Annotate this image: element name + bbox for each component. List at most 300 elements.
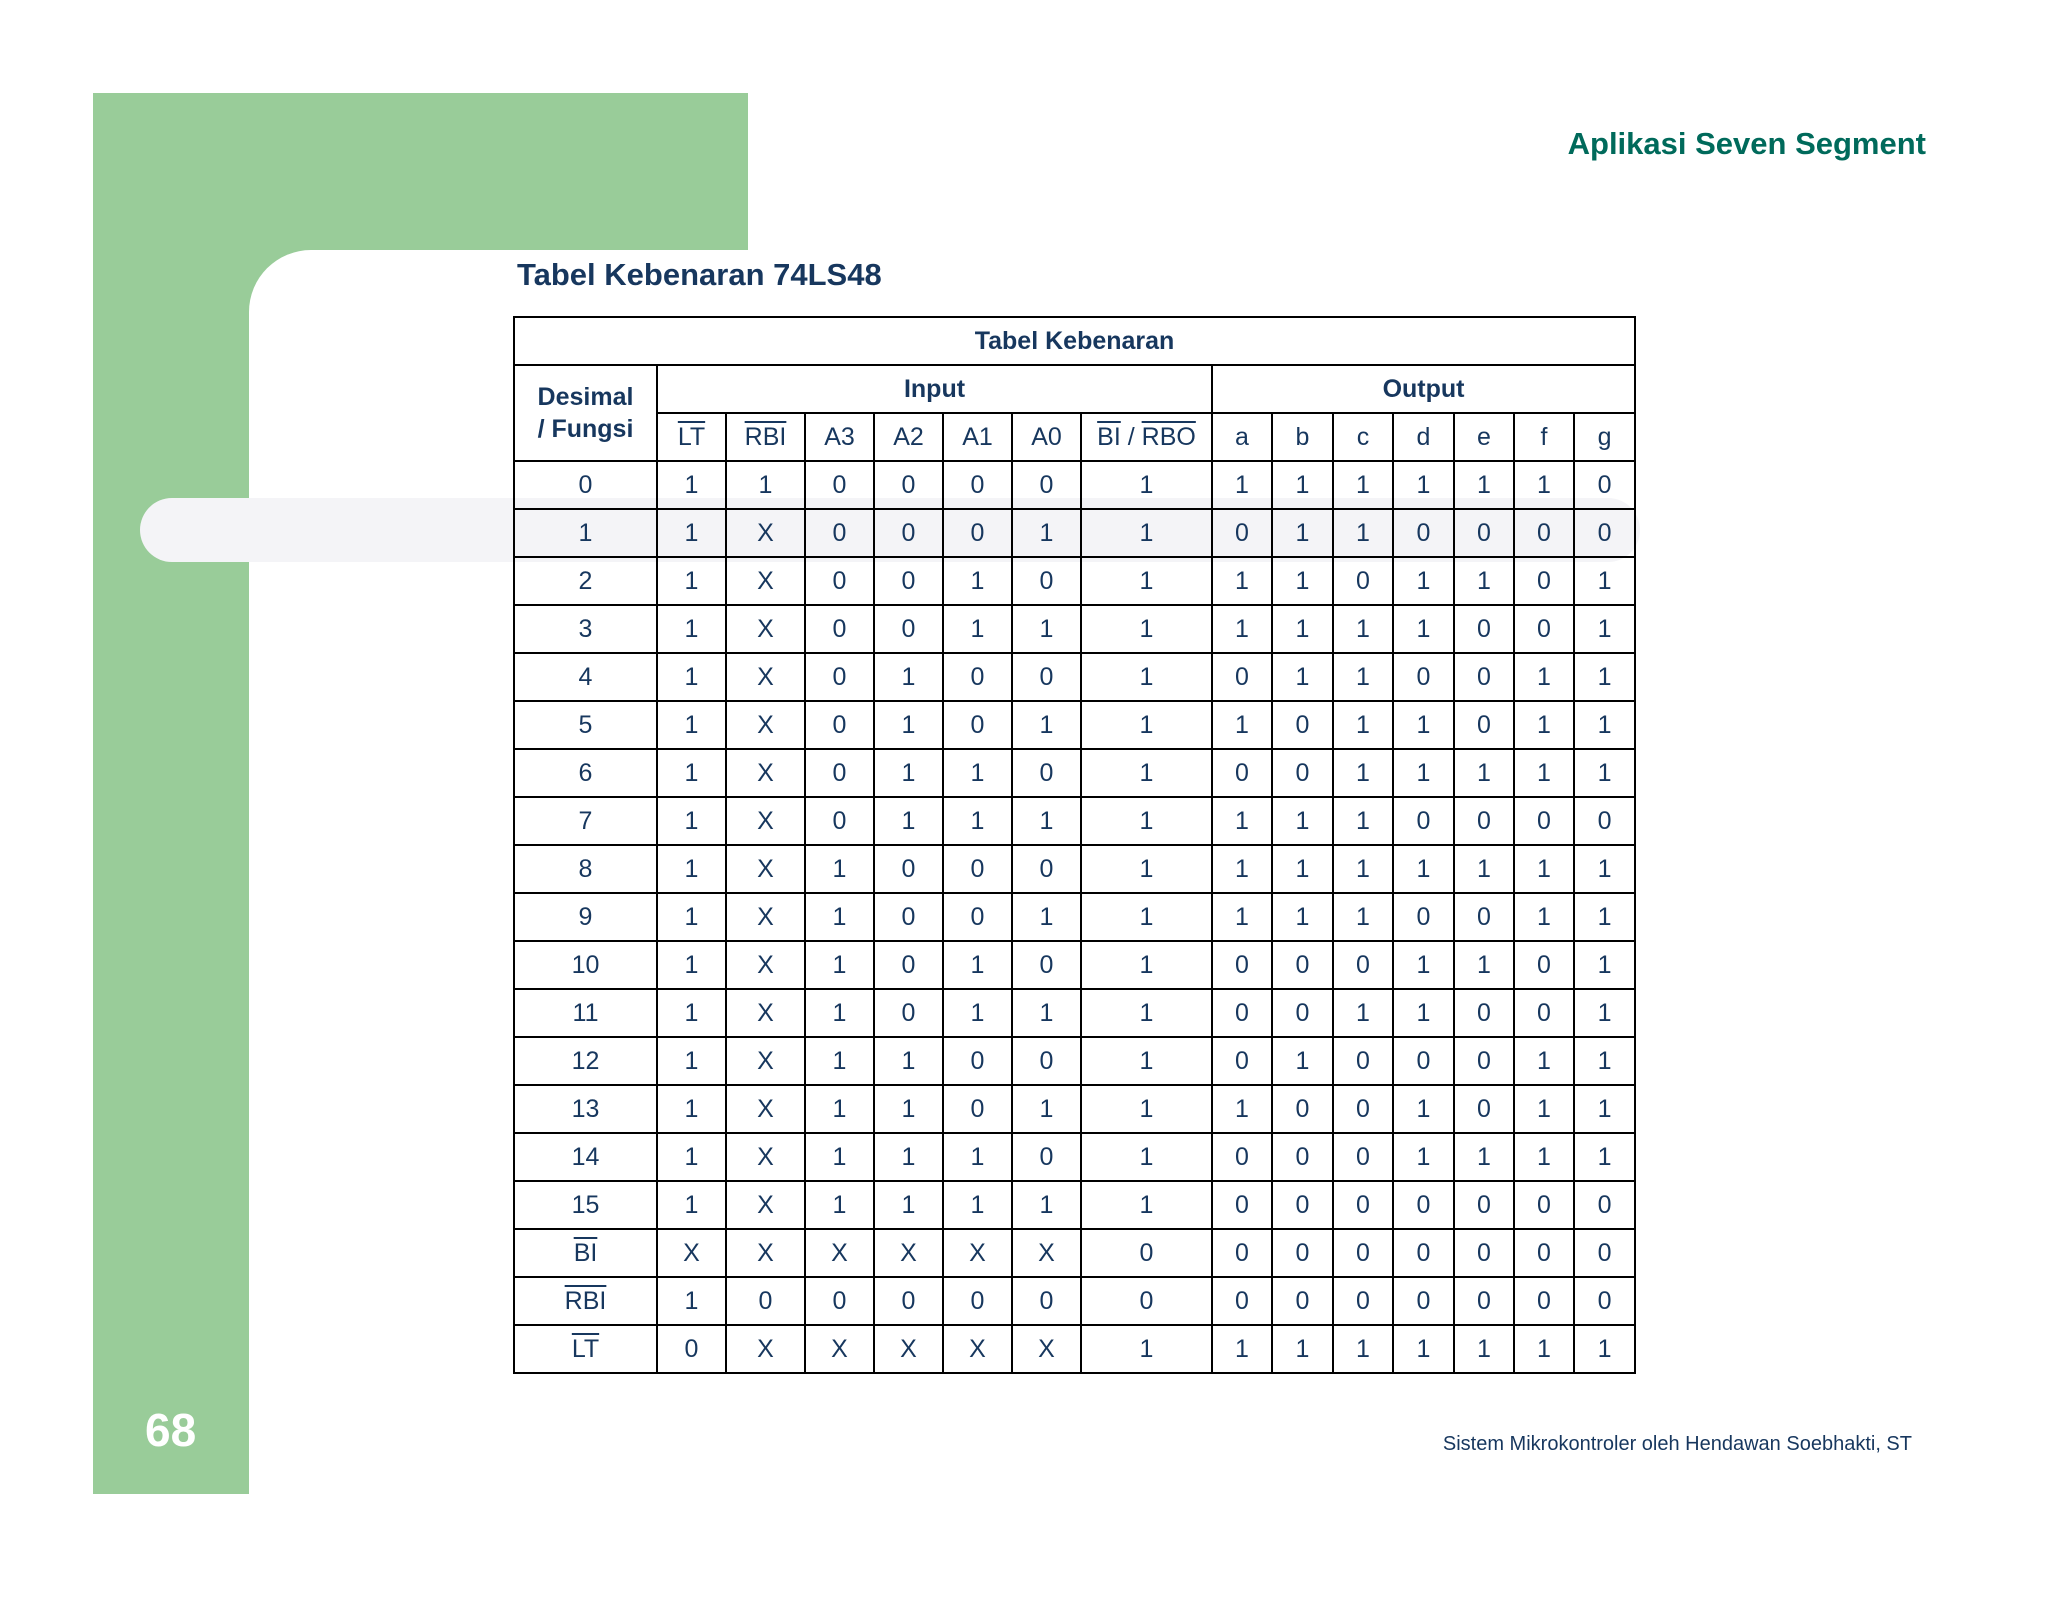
table-cell: 1 (1212, 557, 1272, 605)
column-header-row (514, 413, 1635, 461)
table-cell: 0 (943, 1037, 1012, 1085)
table-cell: 1 (1574, 1037, 1635, 1085)
truth-table-body (514, 461, 1635, 1373)
table-cell: 1 (805, 1181, 874, 1229)
table-cell: 1 (805, 845, 874, 893)
table-cell: 0 (1454, 1037, 1514, 1085)
table-cell: X (726, 557, 805, 605)
table-cell: 1 (657, 1085, 726, 1133)
table-cell: 1 (1333, 461, 1393, 509)
table-cell: 1 (1514, 845, 1574, 893)
table-cell: 0 (1212, 989, 1272, 1037)
col-header-d: d (1393, 413, 1454, 461)
table-cell: 1 (1081, 605, 1212, 653)
table-cell: 1 (1081, 941, 1212, 989)
table-cell: 0 (1333, 557, 1393, 605)
table-cell: 1 (1333, 1325, 1393, 1373)
table-cell: 0 (1574, 797, 1635, 845)
table-cell: 1 (1393, 1133, 1454, 1181)
table-cell: X (726, 1133, 805, 1181)
table-cell: 0 (1393, 797, 1454, 845)
col-header-a3: A3 (805, 413, 874, 461)
table-cell: 1 (657, 653, 726, 701)
table-cell: 0 (1574, 1229, 1635, 1277)
table-row (514, 701, 1635, 749)
table-cell: 1 (657, 557, 726, 605)
table-cell: 1 (657, 1133, 726, 1181)
slide-subtitle: Tabel Kebenaran 74LS48 (517, 257, 882, 292)
table-cell: X (943, 1229, 1012, 1277)
table-cell: X (657, 1229, 726, 1277)
table-cell: 1 (1012, 605, 1081, 653)
table-cell: 0 (1212, 653, 1272, 701)
row-label-cell: $\overline{BI}$ (514, 1229, 657, 1277)
table-cell: 1 (1212, 701, 1272, 749)
table-cell: X (726, 797, 805, 845)
table-cell: 1 (657, 989, 726, 1037)
table-cell: 1 (1574, 605, 1635, 653)
table-cell: 1 (657, 845, 726, 893)
table-cell: 1 (1081, 701, 1212, 749)
table-cell: 1 (1272, 1325, 1333, 1373)
table-cell: 1 (1212, 845, 1272, 893)
table-cell: 0 (1333, 1181, 1393, 1229)
table-cell: 0 (1272, 1277, 1333, 1325)
table-cell: 0 (1454, 509, 1514, 557)
table-cell: 0 (1514, 557, 1574, 605)
table-cell: 1 (1212, 605, 1272, 653)
table-cell: 1 (1393, 605, 1454, 653)
table-cell: 1 (1333, 701, 1393, 749)
table-cell: 1 (1514, 1133, 1574, 1181)
table-cell: 0 (1454, 653, 1514, 701)
table-cell: 1 (1012, 1085, 1081, 1133)
table-cell: 1 (805, 941, 874, 989)
table-row (514, 557, 1635, 605)
table-cell: 0 (1454, 1277, 1514, 1325)
table-cell: 0 (1272, 1229, 1333, 1277)
table-cell: 0 (1012, 845, 1081, 893)
table-cell: 1 (1393, 557, 1454, 605)
table-cell: 1 (1393, 1325, 1454, 1373)
table-cell: 1 (1514, 461, 1574, 509)
table-cell: 1 (1012, 1181, 1081, 1229)
table-cell: 0 (1333, 1037, 1393, 1085)
slide-footer: Sistem Mikrokontroler oleh Hendawan Soebhakti, ST (1442, 1433, 1912, 1455)
table-cell: 0 (874, 557, 943, 605)
table-cell: 1 (657, 509, 726, 557)
table-row (514, 1181, 1635, 1229)
table-cell: 1 (1012, 509, 1081, 557)
input-group-header: Input (657, 365, 1212, 413)
table-cell: 0 (874, 461, 943, 509)
table-cell: 1 (1574, 845, 1635, 893)
table-cell: 1 (1333, 989, 1393, 1037)
table-cell: 1 (1333, 893, 1393, 941)
table-cell: 1 (1514, 1085, 1574, 1133)
table-row (514, 461, 1635, 509)
table-cell: 1 (1212, 1325, 1272, 1373)
col-header-a: a (1212, 413, 1272, 461)
table-cell: 1 (805, 1133, 874, 1181)
table-cell: 1 (1272, 653, 1333, 701)
table-cell: 0 (874, 941, 943, 989)
table-cell: 1 (1012, 701, 1081, 749)
table-cell: X (726, 893, 805, 941)
row-label-cell: 10 (514, 941, 657, 989)
group-header-row (514, 365, 1635, 413)
table-cell: 1 (943, 1133, 1012, 1181)
table-cell: 1 (1272, 605, 1333, 653)
col-header-rbi: $\overline{RBI}$ (726, 413, 805, 461)
table-cell: 0 (1272, 1181, 1333, 1229)
table-cell: 0 (805, 557, 874, 605)
green-top-band (93, 93, 748, 250)
table-cell: 1 (943, 605, 1012, 653)
table-cell: 0 (1574, 1277, 1635, 1325)
table-caption-row (514, 317, 1635, 365)
table-cell: X (726, 749, 805, 797)
table-cell: 1 (1393, 1085, 1454, 1133)
table-cell: 0 (1514, 1277, 1574, 1325)
table-row (514, 1229, 1635, 1277)
table-row (514, 1277, 1635, 1325)
table-cell: X (805, 1229, 874, 1277)
table-cell: 0 (805, 653, 874, 701)
table-cell: 0 (1012, 1133, 1081, 1181)
table-cell: 0 (874, 845, 943, 893)
table-cell: 1 (726, 461, 805, 509)
table-row (514, 797, 1635, 845)
row-label-cell: 11 (514, 989, 657, 1037)
table-cell: 1 (874, 1181, 943, 1229)
table-cell: 0 (943, 845, 1012, 893)
table-cell: 0 (1574, 1181, 1635, 1229)
table-cell: 1 (1574, 701, 1635, 749)
col-header-e: e (1454, 413, 1514, 461)
table-cell: X (726, 989, 805, 1037)
col-header-lt: $\overline{LT}$ (657, 413, 726, 461)
decimal-header-line1: Desimal (537, 383, 634, 411)
row-label-cell: 9 (514, 893, 657, 941)
table-cell: 1 (943, 1181, 1012, 1229)
table-cell: 0 (943, 1085, 1012, 1133)
table-cell: 0 (1272, 701, 1333, 749)
table-cell: 1 (657, 701, 726, 749)
table-cell: 1 (1454, 941, 1514, 989)
table-cell: 1 (1393, 989, 1454, 1037)
table-cell: 0 (1514, 509, 1574, 557)
table-cell: 0 (805, 509, 874, 557)
table-cell: 0 (1454, 1229, 1514, 1277)
table-row (514, 1325, 1635, 1373)
table-cell: X (726, 1325, 805, 1373)
table-cell: 0 (1393, 653, 1454, 701)
table-cell: 1 (1454, 557, 1514, 605)
table-cell: 0 (1574, 461, 1635, 509)
table-cell: 1 (1081, 557, 1212, 605)
table-cell: 0 (943, 509, 1012, 557)
decimal-function-header (514, 365, 657, 461)
table-cell: 1 (1012, 797, 1081, 845)
table-cell: 0 (1212, 1037, 1272, 1085)
table-cell: X (726, 509, 805, 557)
table-cell: 1 (1081, 509, 1212, 557)
row-label-cell: $\overline{RBI}$ (514, 1277, 657, 1325)
page-number: 68 (145, 1404, 197, 1456)
table-cell: 0 (1514, 605, 1574, 653)
row-label-cell: 0 (514, 461, 657, 509)
col-header-bi-rbo: $\overline{BI} / \overline{RBO}$ (1081, 413, 1212, 461)
table-cell: 1 (1574, 1133, 1635, 1181)
table-cell: 1 (874, 1085, 943, 1133)
table-cell: 0 (1212, 1277, 1272, 1325)
col-header-b: b (1272, 413, 1333, 461)
row-label-cell: 7 (514, 797, 657, 845)
table-cell: 0 (1272, 941, 1333, 989)
table-cell: 0 (1212, 1181, 1272, 1229)
table-row (514, 749, 1635, 797)
table-cell: 1 (805, 989, 874, 1037)
table-cell: 1 (943, 989, 1012, 1037)
table-cell: 0 (805, 701, 874, 749)
row-label-cell: 1 (514, 509, 657, 557)
table-cell: X (874, 1229, 943, 1277)
table-cell: 0 (1012, 653, 1081, 701)
table-cell: 0 (1012, 461, 1081, 509)
table-cell: 0 (1574, 509, 1635, 557)
table-cell: 0 (1333, 1229, 1393, 1277)
table-cell: 0 (1333, 1133, 1393, 1181)
table-cell: 0 (1272, 1133, 1333, 1181)
table-cell: 1 (657, 461, 726, 509)
table-cell: 1 (1393, 941, 1454, 989)
table-cell: 1 (1333, 845, 1393, 893)
table-cell: 1 (1454, 845, 1514, 893)
table-cell: 0 (874, 605, 943, 653)
table-cell: 1 (1393, 845, 1454, 893)
table-cell: 1 (657, 941, 726, 989)
table-cell: 0 (1393, 1229, 1454, 1277)
table-cell: 0 (1012, 1277, 1081, 1325)
table-cell: 1 (1574, 893, 1635, 941)
table-cell: 0 (1333, 941, 1393, 989)
table-cell: 0 (874, 1277, 943, 1325)
table-cell: 1 (1454, 1133, 1514, 1181)
table-cell: 0 (1393, 893, 1454, 941)
table-cell: 1 (874, 749, 943, 797)
table-cell: 1 (1081, 1037, 1212, 1085)
truth-table (513, 316, 1636, 1374)
table-cell: 1 (943, 797, 1012, 845)
table-cell: 0 (726, 1277, 805, 1325)
table-row (514, 1037, 1635, 1085)
table-cell: X (726, 605, 805, 653)
table-row (514, 1085, 1635, 1133)
table-cell: X (1012, 1229, 1081, 1277)
table-cell: 1 (1081, 845, 1212, 893)
table-cell: 1 (1081, 1181, 1212, 1229)
table-cell: 0 (1212, 749, 1272, 797)
col-header-a1: A1 (943, 413, 1012, 461)
table-cell: 1 (805, 893, 874, 941)
table-cell: X (726, 845, 805, 893)
table-cell: X (943, 1325, 1012, 1373)
table-cell: 1 (657, 1037, 726, 1085)
table-row (514, 941, 1635, 989)
table-cell: 0 (874, 893, 943, 941)
table-cell: 1 (657, 1277, 726, 1325)
col-header-g: g (1574, 413, 1635, 461)
table-cell: X (1012, 1325, 1081, 1373)
table-cell: 0 (1393, 1277, 1454, 1325)
table-cell: X (874, 1325, 943, 1373)
table-cell: 1 (1272, 509, 1333, 557)
table-cell: 1 (1333, 605, 1393, 653)
output-group-header: Output (1212, 365, 1635, 413)
table-cell: 1 (1574, 653, 1635, 701)
table-cell: 1 (1393, 749, 1454, 797)
table-cell: 1 (1081, 989, 1212, 1037)
table-cell: 1 (1393, 461, 1454, 509)
table-cell: 1 (1272, 845, 1333, 893)
table-cell: 0 (1333, 1277, 1393, 1325)
table-cell: 0 (1212, 1229, 1272, 1277)
table-cell: 1 (1574, 941, 1635, 989)
table-cell: 0 (1081, 1277, 1212, 1325)
table-cell: X (726, 1181, 805, 1229)
table-cell: 0 (943, 701, 1012, 749)
table-cell: X (805, 1325, 874, 1373)
row-label-cell: 4 (514, 653, 657, 701)
table-cell: 0 (805, 749, 874, 797)
table-cell: 0 (805, 461, 874, 509)
table-cell: 1 (657, 605, 726, 653)
table-cell: 0 (805, 1277, 874, 1325)
table-cell: 1 (874, 701, 943, 749)
table-cell: 1 (1272, 797, 1333, 845)
table-row (514, 509, 1635, 557)
slide-title: Aplikasi Seven Segment (1567, 126, 1926, 161)
table-cell: 1 (1454, 749, 1514, 797)
table-cell: 1 (1514, 749, 1574, 797)
table-cell: 1 (1212, 893, 1272, 941)
row-label-cell: 13 (514, 1085, 657, 1133)
table-cell: 0 (1393, 1181, 1454, 1229)
table-cell: 0 (874, 989, 943, 1037)
green-side-band (93, 93, 249, 1494)
table-cell: 1 (1272, 1037, 1333, 1085)
table-cell: 1 (657, 893, 726, 941)
table-row (514, 989, 1635, 1037)
row-label-cell: 5 (514, 701, 657, 749)
table-cell: 1 (1081, 461, 1212, 509)
table-cell: 0 (1012, 557, 1081, 605)
row-label-cell: 14 (514, 1133, 657, 1181)
table-cell: 1 (874, 653, 943, 701)
table-cell: 1 (1333, 749, 1393, 797)
table-row (514, 893, 1635, 941)
table-cell: 1 (1514, 1037, 1574, 1085)
table-cell: 0 (1514, 1181, 1574, 1229)
table-cell: 0 (943, 653, 1012, 701)
row-label-cell: 12 (514, 1037, 657, 1085)
table-cell: 1 (1212, 1085, 1272, 1133)
table-cell: 0 (1514, 941, 1574, 989)
table-row (514, 1133, 1635, 1181)
table-cell: 1 (1081, 797, 1212, 845)
decimal-header-line2: / Fungsi (537, 415, 634, 443)
table-cell: 1 (1272, 461, 1333, 509)
table-cell: 1 (943, 749, 1012, 797)
row-label-cell: 6 (514, 749, 657, 797)
table-cell: 1 (1393, 701, 1454, 749)
table-cell: X (726, 1085, 805, 1133)
table-cell: X (726, 941, 805, 989)
table-cell: X (726, 653, 805, 701)
table-row (514, 653, 1635, 701)
table-cell: 0 (1081, 1229, 1212, 1277)
table-cell: 1 (1333, 797, 1393, 845)
table-cell: 0 (1012, 941, 1081, 989)
table-cell: 0 (1393, 509, 1454, 557)
row-label-cell: 2 (514, 557, 657, 605)
table-cell: 0 (874, 509, 943, 557)
table-cell: 1 (874, 797, 943, 845)
table-cell: 1 (1012, 893, 1081, 941)
table-cell: 1 (1212, 797, 1272, 845)
table-cell: 1 (1081, 749, 1212, 797)
table-cell: 0 (805, 605, 874, 653)
table-row (514, 605, 1635, 653)
table-cell: 1 (1574, 1085, 1635, 1133)
table-cell: 1 (1081, 1325, 1212, 1373)
table-cell: 1 (1272, 893, 1333, 941)
col-header-f: f (1514, 413, 1574, 461)
table-cell: 1 (1081, 653, 1212, 701)
table-cell: 1 (1081, 893, 1212, 941)
table-cell: 1 (1574, 1325, 1635, 1373)
table-cell: X (726, 701, 805, 749)
table-cell: 0 (1272, 749, 1333, 797)
table-cell: 0 (1393, 1037, 1454, 1085)
table-cell: 1 (1514, 653, 1574, 701)
table-caption: Tabel Kebenaran (514, 317, 1635, 365)
table-cell: 1 (1574, 557, 1635, 605)
table-cell: 0 (1212, 941, 1272, 989)
table-cell: 1 (1514, 1325, 1574, 1373)
table-cell: 1 (1081, 1085, 1212, 1133)
table-row (514, 845, 1635, 893)
table-cell: 1 (805, 1085, 874, 1133)
table-cell: X (726, 1229, 805, 1277)
table-cell: 0 (1272, 989, 1333, 1037)
table-cell: X (726, 1037, 805, 1085)
table-cell: 1 (1081, 1133, 1212, 1181)
table-cell: 1 (1272, 557, 1333, 605)
table-cell: 0 (1454, 893, 1514, 941)
table-cell: 0 (1012, 749, 1081, 797)
row-label-cell: 8 (514, 845, 657, 893)
table-cell: 1 (874, 1133, 943, 1181)
table-cell: 0 (943, 1277, 1012, 1325)
table-cell: 0 (1454, 1181, 1514, 1229)
table-cell: 0 (943, 461, 1012, 509)
row-label-cell: $\overline{LT}$ (514, 1325, 657, 1373)
table-cell: 0 (1012, 1037, 1081, 1085)
table-cell: 0 (1333, 1085, 1393, 1133)
table-cell: 0 (1454, 701, 1514, 749)
